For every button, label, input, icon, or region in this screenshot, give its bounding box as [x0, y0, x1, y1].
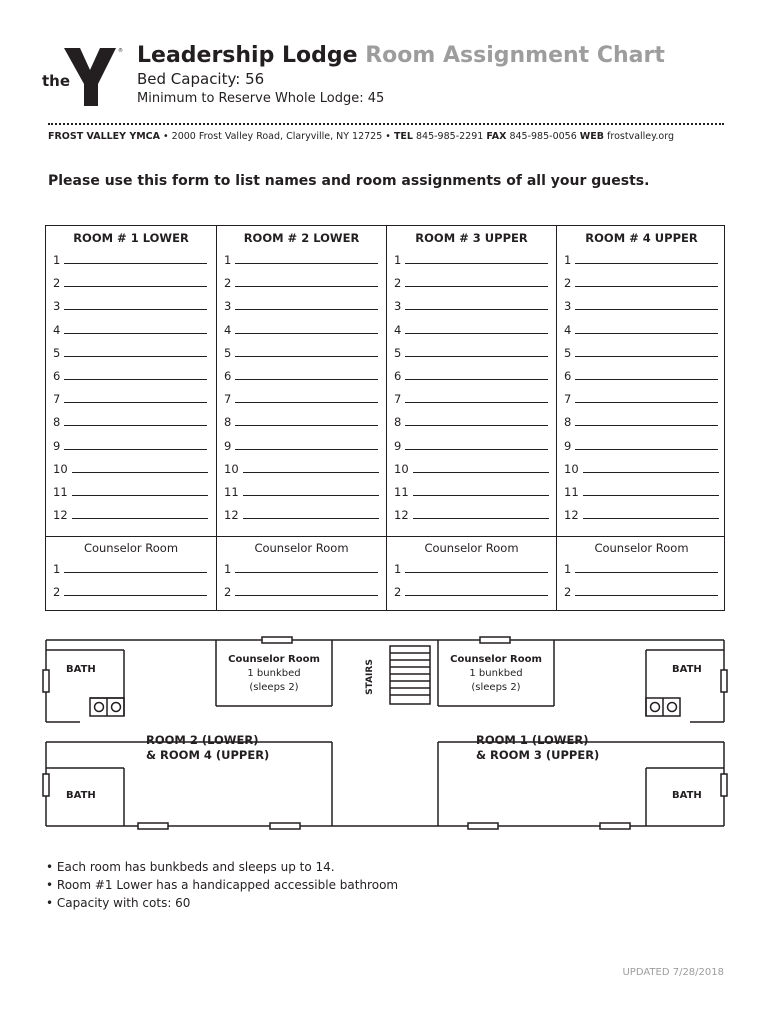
bed-entry-line[interactable]	[564, 415, 718, 429]
bed-entry-line[interactable]	[564, 392, 718, 406]
counselor-entry-line[interactable]	[394, 562, 548, 576]
bed-number: 11	[224, 485, 239, 499]
bed-entry-line[interactable]	[53, 392, 207, 406]
counselor-entry-line[interactable]	[564, 585, 718, 599]
bed-number: 11	[53, 485, 68, 499]
name-blank[interactable]	[413, 464, 549, 473]
name-blank[interactable]	[64, 301, 207, 310]
bed-number: 3	[53, 299, 61, 314]
bed-number: 2	[394, 276, 402, 291]
name-blank[interactable]	[575, 301, 718, 310]
counselor-left-line1: 1 bunkbed	[247, 668, 301, 679]
room-column-header: ROOM # 1 LOWER	[73, 231, 189, 245]
counselor-entry-line[interactable]	[53, 562, 207, 576]
counselor-room-header: Counselor Room	[254, 541, 349, 555]
title-light: Room Assignment Chart	[365, 43, 665, 68]
bed-entry-line[interactable]	[394, 462, 549, 476]
bed-entry-line[interactable]	[394, 392, 548, 406]
counselor-right-line1: 1 bunkbed	[469, 668, 523, 679]
name-blank[interactable]	[413, 510, 549, 519]
name-blank[interactable]	[405, 371, 548, 380]
name-blank[interactable]	[64, 441, 207, 450]
bed-entry-line[interactable]	[564, 323, 718, 337]
bed-number: 1	[564, 253, 572, 267]
counselor-entry-line[interactable]	[224, 585, 378, 599]
floor-plan-drawing	[0, 630, 770, 840]
bed-entry-line[interactable]	[53, 323, 207, 337]
name-blank[interactable]	[235, 348, 378, 357]
bed-number: 8	[394, 415, 402, 430]
room-1-3-label	[476, 733, 599, 763]
bed-entry-line[interactable]	[53, 276, 207, 290]
bed-entry-line[interactable]	[564, 253, 718, 267]
bed-entry-line[interactable]	[564, 508, 719, 522]
bed-number: 12	[564, 508, 579, 523]
name-blank[interactable]	[72, 487, 208, 496]
name-blank[interactable]	[64, 417, 207, 426]
bed-number: 11	[564, 485, 579, 499]
bed-entry-line[interactable]	[394, 508, 549, 522]
name-blank[interactable]	[405, 394, 548, 403]
bed-entry-line[interactable]	[224, 392, 378, 406]
bed-entry-line[interactable]	[394, 346, 548, 360]
name-blank[interactable]	[575, 325, 718, 334]
name-blank[interactable]	[575, 278, 718, 287]
contact-web-label: WEB	[579, 131, 605, 142]
ymca-logo	[42, 44, 122, 110]
name-blank[interactable]	[405, 325, 548, 334]
bed-number: 4	[394, 322, 402, 337]
room-right-line1: ROOM 1 (LOWER)	[476, 733, 589, 747]
name-blank[interactable]	[405, 301, 548, 310]
name-blank[interactable]	[575, 564, 718, 573]
bed-number: 6	[394, 369, 402, 383]
room-left-line1: ROOM 2 (LOWER)	[146, 733, 259, 747]
name-blank[interactable]	[72, 464, 208, 473]
bed-entry-line[interactable]	[53, 462, 208, 476]
bed-number: 2	[224, 276, 232, 291]
bed-number: 4	[224, 322, 232, 337]
name-blank[interactable]	[405, 255, 548, 264]
bed-number: 6	[564, 369, 572, 383]
name-blank[interactable]	[72, 510, 208, 519]
bath-bottom-right: BATH	[672, 790, 702, 801]
name-blank[interactable]	[405, 348, 548, 357]
bed-entry-line[interactable]	[394, 299, 548, 313]
name-blank[interactable]	[235, 325, 378, 334]
bed-entry-line[interactable]	[564, 369, 718, 383]
counselor-bed-number: 2	[564, 585, 572, 599]
name-blank[interactable]	[235, 564, 378, 573]
counselor-bed-number: 2	[224, 585, 232, 599]
bed-number: 3	[564, 299, 572, 314]
dotted-divider	[48, 123, 724, 125]
bed-entry-line[interactable]	[394, 253, 548, 267]
name-blank[interactable]	[575, 348, 718, 357]
counselor-room-header: Counselor Room	[594, 541, 689, 555]
bed-entry-line[interactable]	[224, 346, 378, 360]
name-blank[interactable]	[583, 464, 719, 473]
contact-tel-label: TEL	[393, 131, 413, 142]
counselor-right-title: Counselor Room	[450, 654, 542, 665]
name-blank[interactable]	[235, 417, 378, 426]
name-blank[interactable]	[64, 371, 207, 380]
bed-entry-line[interactable]	[564, 346, 718, 360]
bed-entry-line[interactable]	[394, 439, 548, 453]
name-blank[interactable]	[575, 371, 718, 380]
notes-list	[46, 858, 398, 912]
counselor-entry-line[interactable]	[224, 562, 378, 576]
room-column	[386, 226, 556, 610]
bed-number: 10	[224, 461, 239, 476]
bed-number: 2	[564, 276, 572, 291]
counselor-left-title: Counselor Room	[228, 654, 320, 665]
name-blank[interactable]	[405, 564, 548, 573]
counselor-entry-line[interactable]	[53, 585, 207, 599]
note-item: • Capacity with cots: 60	[46, 896, 191, 910]
name-blank[interactable]	[575, 587, 718, 596]
name-blank[interactable]	[405, 587, 548, 596]
name-blank[interactable]	[243, 487, 379, 496]
room-column	[556, 226, 726, 610]
contact-fax: 845-985-0056	[509, 131, 577, 142]
bed-entry-line[interactable]	[224, 508, 379, 522]
counselor-bed-number: 1	[224, 562, 232, 576]
logo-mark-text: YMCA	[99, 83, 113, 100]
logo-the-text: the	[42, 72, 71, 90]
name-blank[interactable]	[64, 394, 207, 403]
room-column-header: ROOM # 3 UPPER	[415, 231, 528, 245]
name-blank[interactable]	[235, 278, 378, 287]
name-blank[interactable]	[235, 301, 378, 310]
bed-entry-line[interactable]	[564, 439, 718, 453]
name-blank[interactable]	[235, 394, 378, 403]
bed-number: 4	[564, 322, 572, 337]
name-blank[interactable]	[575, 255, 718, 264]
name-blank[interactable]	[64, 278, 207, 287]
bed-entry-line[interactable]	[53, 253, 207, 267]
counselor-room-right	[438, 653, 554, 695]
name-blank[interactable]	[405, 441, 548, 450]
name-blank[interactable]	[235, 255, 378, 264]
counselor-bed-number: 1	[564, 562, 572, 576]
bed-number: 9	[53, 438, 61, 453]
bed-entry-line[interactable]	[224, 485, 379, 499]
counselor-right-line2: (sleeps 2)	[471, 682, 521, 693]
bed-number: 7	[564, 392, 572, 407]
page-title	[137, 43, 665, 68]
bed-number: 5	[224, 345, 232, 360]
bed-number: 5	[394, 345, 402, 360]
minimum-reserve: Minimum to Reserve Whole Lodge: 45	[137, 91, 385, 106]
name-blank[interactable]	[64, 348, 207, 357]
bed-entry-line[interactable]	[224, 462, 379, 476]
floor-plan	[0, 630, 770, 840]
bed-number: 9	[224, 438, 232, 453]
bed-number: 8	[224, 415, 232, 430]
name-blank[interactable]	[64, 587, 207, 596]
bed-number: 4	[53, 322, 61, 337]
bed-number: 12	[224, 508, 239, 523]
note-item: • Each room has bunkbeds and sleeps up to 14.	[46, 860, 335, 874]
bed-entry-line[interactable]	[564, 299, 718, 313]
bed-number: 6	[53, 369, 61, 383]
bed-entry-line[interactable]	[394, 323, 548, 337]
updated-date: UPDATED 7/28/2018	[622, 967, 724, 978]
bed-number: 1	[394, 253, 402, 267]
bed-number: 10	[564, 461, 579, 476]
bed-entry-line[interactable]	[224, 323, 378, 337]
counselor-bed-number: 1	[394, 562, 402, 576]
bath-top-right: BATH	[672, 664, 702, 675]
name-blank[interactable]	[64, 325, 207, 334]
counselor-bed-number: 2	[53, 585, 61, 599]
counselor-entry-line[interactable]	[564, 562, 718, 576]
room-column	[46, 226, 216, 610]
title-bold: Leadership Lodge	[137, 43, 358, 68]
bath-top-left: BATH	[66, 664, 96, 675]
bed-number: 3	[394, 299, 402, 314]
bath-bottom-left: BATH	[66, 790, 96, 801]
bed-number: 6	[224, 369, 232, 383]
bed-entry-line[interactable]	[224, 276, 378, 290]
bed-number: 12	[53, 508, 68, 523]
stairs-label: STAIRS	[364, 659, 375, 695]
bed-number: 9	[394, 438, 402, 453]
name-blank[interactable]	[64, 255, 207, 264]
name-blank[interactable]	[583, 487, 719, 496]
room-right-line2: & ROOM 3 (UPPER)	[476, 748, 600, 762]
bed-entry-line[interactable]	[394, 276, 548, 290]
counselor-bed-number: 2	[394, 585, 402, 599]
bed-number: 7	[224, 392, 232, 407]
bed-entry-line[interactable]	[53, 299, 207, 313]
room-assignment-grid	[45, 225, 725, 611]
bed-entry-line[interactable]	[224, 415, 378, 429]
bed-number: 1	[224, 253, 232, 267]
counselor-bed-number: 1	[53, 562, 61, 576]
bed-number: 12	[394, 508, 409, 523]
bed-entry-line[interactable]	[224, 369, 378, 383]
name-blank[interactable]	[583, 510, 719, 519]
instructions: Please use this form to list names and room assignments of all your guests.	[48, 173, 650, 189]
contact-org: FROST VALLEY YMCA	[48, 131, 161, 142]
bed-number: 7	[394, 392, 402, 407]
name-blank[interactable]	[235, 371, 378, 380]
room-2-4-label	[146, 733, 269, 763]
bed-entry-line[interactable]	[53, 346, 207, 360]
name-blank[interactable]	[243, 510, 379, 519]
contact-line: FROST VALLEY YMCA • 2000 Frost Valley Road, Claryville, NY 12725 • TEL 845-985-2291 FAX 845-985-0056 WEB frostvalley.org	[48, 131, 675, 142]
bed-entry-line[interactable]	[394, 485, 549, 499]
bed-entry-line[interactable]	[224, 299, 378, 313]
bed-entry-line[interactable]	[564, 462, 719, 476]
bed-number: 7	[53, 392, 61, 407]
bed-entry-line[interactable]	[394, 415, 548, 429]
bed-number: 5	[53, 345, 61, 360]
contact-web: frostvalley.org	[607, 131, 675, 142]
bed-entry-line[interactable]	[53, 415, 207, 429]
name-blank[interactable]	[575, 441, 718, 450]
bed-number: 8	[53, 415, 61, 430]
bed-capacity: Bed Capacity: 56	[137, 70, 265, 88]
name-blank[interactable]	[235, 587, 378, 596]
svg-text:®: ®	[118, 48, 123, 54]
bed-entry-line[interactable]	[564, 276, 718, 290]
bed-number: 9	[564, 438, 572, 453]
bed-entry-line[interactable]	[224, 439, 378, 453]
contact-fax-label: FAX	[486, 131, 507, 142]
counselor-room-left	[216, 653, 332, 695]
bed-number: 2	[53, 276, 61, 291]
bed-entry-line[interactable]	[53, 485, 208, 499]
name-blank[interactable]	[235, 441, 378, 450]
bed-number: 8	[564, 415, 572, 430]
bed-number: 1	[53, 253, 61, 267]
name-blank[interactable]	[405, 417, 548, 426]
bed-number: 11	[394, 485, 409, 499]
room-left-line2: & ROOM 4 (UPPER)	[146, 748, 270, 762]
room-column-header: ROOM # 4 UPPER	[585, 231, 698, 245]
bed-entry-line[interactable]	[564, 485, 719, 499]
bed-entry-line[interactable]	[224, 253, 378, 267]
room-column	[216, 226, 386, 610]
name-blank[interactable]	[575, 394, 718, 403]
counselor-room-header: Counselor Room	[424, 541, 519, 555]
counselor-entry-line[interactable]	[394, 585, 548, 599]
bed-number: 3	[224, 299, 232, 314]
name-blank[interactable]	[243, 464, 379, 473]
room-column-header: ROOM # 2 LOWER	[243, 231, 360, 245]
contact-address: 2000 Frost Valley Road, Claryville, NY 12725	[171, 131, 383, 142]
name-blank[interactable]	[64, 564, 207, 573]
bed-number: 5	[564, 345, 572, 360]
counselor-left-line2: (sleeps 2)	[249, 682, 299, 693]
name-blank[interactable]	[413, 487, 549, 496]
bed-number: 10	[53, 461, 68, 476]
counselor-room-header: Counselor Room	[83, 541, 179, 555]
bed-entry-line[interactable]	[53, 439, 207, 453]
note-item: • Room #1 Lower has a handicapped accessible bathroom	[46, 878, 399, 892]
bed-number: 10	[394, 461, 409, 476]
name-blank[interactable]	[575, 417, 718, 426]
bed-entry-line[interactable]	[53, 369, 207, 383]
contact-tel: 845-985-2291	[416, 131, 484, 142]
bed-entry-line[interactable]	[53, 508, 208, 522]
bed-entry-line[interactable]	[394, 369, 548, 383]
name-blank[interactable]	[405, 278, 548, 287]
